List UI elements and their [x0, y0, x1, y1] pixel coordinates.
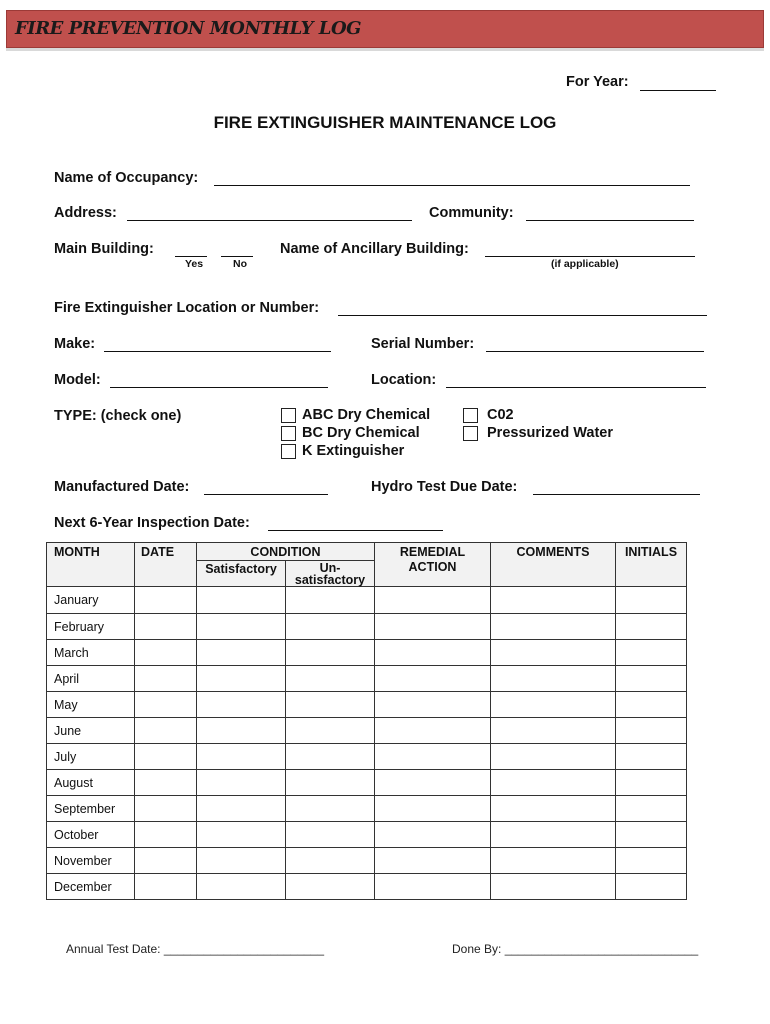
- remedial-action-cell[interactable]: [375, 848, 491, 874]
- table-row: [47, 848, 687, 874]
- month-cell: April: [47, 666, 135, 692]
- table-row: [47, 744, 687, 770]
- date-cell[interactable]: [135, 770, 197, 796]
- header-comments: COMMENTS: [491, 543, 616, 587]
- comments-cell[interactable]: [491, 640, 616, 666]
- form-title: FIRE EXTINGUISHER MAINTENANCE LOG: [213, 113, 557, 132]
- c02-checkbox[interactable]: [463, 408, 478, 423]
- monthly-log-table: [46, 542, 687, 900]
- remedial-action-cell[interactable]: [375, 587, 491, 614]
- manufactured-date-field[interactable]: [204, 479, 328, 495]
- unsatisfactory-cell[interactable]: [286, 744, 375, 770]
- month-cell: September: [47, 796, 135, 822]
- month-cell: June: [47, 718, 135, 744]
- header-month: MONTH: [47, 543, 135, 587]
- location-label: Location:: [371, 372, 437, 388]
- remedial-action-cell[interactable]: [375, 718, 491, 744]
- bc-dry-chemical-checkbox[interactable]: [281, 426, 296, 441]
- unsatisfactory-cell[interactable]: [286, 874, 375, 900]
- date-cell[interactable]: [135, 614, 197, 640]
- table-row: [47, 822, 687, 848]
- next-inspection-field[interactable]: [268, 515, 443, 531]
- month-cell: October: [47, 822, 135, 848]
- annual-test-date: Annual Test Date: ________________________: [66, 942, 325, 956]
- no-caption: No: [233, 258, 247, 270]
- serial-number-field[interactable]: [486, 336, 704, 352]
- initials-cell[interactable]: [616, 770, 687, 796]
- date-cell[interactable]: [135, 692, 197, 718]
- table-row: [47, 718, 687, 744]
- unsatisfactory-cell[interactable]: [286, 692, 375, 718]
- for-year-label: For Year:: [566, 74, 629, 90]
- satisfactory-cell[interactable]: [197, 744, 286, 770]
- date-cell[interactable]: [135, 587, 197, 614]
- satisfactory-cell[interactable]: [197, 796, 286, 822]
- comments-cell[interactable]: [491, 822, 616, 848]
- month-cell: December: [47, 874, 135, 900]
- header-remedial-action: REMEDIAL ACTION: [375, 543, 491, 587]
- satisfactory-cell[interactable]: [197, 718, 286, 744]
- header-condition: CONDITION: [197, 543, 375, 561]
- abc-dry-chemical-option: ABC Dry Chemical: [302, 407, 431, 423]
- remedial-action-cell[interactable]: [375, 744, 491, 770]
- hydro-test-due-label: Hydro Test Due Date:: [371, 479, 518, 495]
- location-field[interactable]: [446, 372, 706, 388]
- done-by: Done By: _____________________________: [452, 942, 699, 956]
- month-cell: February: [47, 614, 135, 640]
- satisfactory-cell[interactable]: [197, 874, 286, 900]
- remedial-action-cell[interactable]: [375, 822, 491, 848]
- make-field[interactable]: [104, 336, 331, 352]
- satisfactory-cell[interactable]: [197, 587, 286, 614]
- comments-cell[interactable]: [491, 692, 616, 718]
- k-extinguisher-option: K Extinguisher: [302, 443, 405, 459]
- bc-dry-chemical-option: BC Dry Chemical: [302, 425, 420, 441]
- pressurized-water-checkbox[interactable]: [463, 426, 478, 441]
- satisfactory-cell[interactable]: [197, 822, 286, 848]
- comments-cell[interactable]: [491, 796, 616, 822]
- remedial-action-cell[interactable]: [375, 640, 491, 666]
- occupancy-field[interactable]: [214, 170, 690, 186]
- month-cell: November: [47, 848, 135, 874]
- k-extinguisher-checkbox[interactable]: [281, 444, 296, 459]
- initials-cell[interactable]: [616, 874, 687, 900]
- initials-cell[interactable]: [616, 640, 687, 666]
- remedial-action-cell[interactable]: [375, 692, 491, 718]
- ancillary-building-field[interactable]: [485, 241, 695, 257]
- table-row: [47, 874, 687, 900]
- table-row: [47, 770, 687, 796]
- next-inspection-label: Next 6-Year Inspection Date:: [54, 515, 250, 531]
- comments-cell[interactable]: [491, 744, 616, 770]
- remedial-action-cell[interactable]: [375, 614, 491, 640]
- for-year-field[interactable]: [640, 75, 716, 91]
- satisfactory-cell[interactable]: [197, 692, 286, 718]
- model-field[interactable]: [110, 372, 328, 388]
- date-cell[interactable]: [135, 744, 197, 770]
- manufactured-date-label: Manufactured Date:: [54, 479, 190, 495]
- month-cell: January: [47, 587, 135, 614]
- date-cell[interactable]: [135, 718, 197, 744]
- header-unsatisfactory: Un- satisfactory: [286, 561, 375, 587]
- header-satisfactory: Satisfactory: [197, 561, 286, 587]
- remedial-action-cell[interactable]: [375, 796, 491, 822]
- header-initials: INITIALS: [616, 543, 687, 587]
- table-row: [47, 796, 687, 822]
- initials-cell[interactable]: [616, 744, 687, 770]
- initials-cell[interactable]: [616, 692, 687, 718]
- date-cell[interactable]: [135, 874, 197, 900]
- header-date: DATE: [135, 543, 197, 587]
- comments-cell[interactable]: [491, 874, 616, 900]
- satisfactory-cell[interactable]: [197, 848, 286, 874]
- comments-cell[interactable]: [491, 770, 616, 796]
- unsatisfactory-cell[interactable]: [286, 848, 375, 874]
- hydro-test-due-field[interactable]: [533, 479, 700, 495]
- main-building-no-field[interactable]: [221, 241, 253, 257]
- extinguisher-location-field[interactable]: [338, 300, 707, 316]
- occupancy-label: Name of Occupancy:: [54, 170, 199, 186]
- initials-cell[interactable]: [616, 848, 687, 874]
- month-cell: March: [47, 640, 135, 666]
- c02-option: C02: [487, 407, 514, 423]
- pressurized-water-option: Pressurized Water: [487, 425, 613, 441]
- address-label: Address:: [54, 205, 117, 221]
- date-cell[interactable]: [135, 848, 197, 874]
- comments-cell[interactable]: [491, 848, 616, 874]
- date-cell[interactable]: [135, 666, 197, 692]
- unsatisfactory-cell[interactable]: [286, 770, 375, 796]
- unsatisfactory-cell[interactable]: [286, 796, 375, 822]
- initials-cell[interactable]: [616, 822, 687, 848]
- yes-caption: Yes: [185, 258, 204, 270]
- unsatisfactory-cell[interactable]: [286, 666, 375, 692]
- comments-cell[interactable]: [491, 614, 616, 640]
- if-applicable-caption: (if applicable): [551, 258, 619, 270]
- comments-cell[interactable]: [491, 718, 616, 744]
- table-row: [47, 640, 687, 666]
- unsatisfactory-cell[interactable]: [286, 587, 375, 614]
- comments-cell[interactable]: [491, 587, 616, 614]
- month-cell: May: [47, 692, 135, 718]
- page-banner: [6, 10, 764, 48]
- main-building-label: Main Building:: [54, 241, 154, 257]
- date-cell[interactable]: [135, 796, 197, 822]
- serial-number-label: Serial Number:: [371, 336, 475, 352]
- ancillary-building-label: Name of Ancillary Building:: [280, 241, 469, 257]
- community-label: Community:: [429, 205, 514, 221]
- unsatisfactory-cell[interactable]: [286, 718, 375, 744]
- date-cell[interactable]: [135, 822, 197, 848]
- satisfactory-cell[interactable]: [197, 614, 286, 640]
- unsatisfactory-cell[interactable]: [286, 614, 375, 640]
- unsatisfactory-cell[interactable]: [286, 640, 375, 666]
- abc-dry-chemical-checkbox[interactable]: [281, 408, 296, 423]
- table-row: [47, 692, 687, 718]
- table-row: [47, 587, 687, 614]
- satisfactory-cell[interactable]: [197, 770, 286, 796]
- satisfactory-cell[interactable]: [197, 640, 286, 666]
- date-cell[interactable]: [135, 640, 197, 666]
- unsatisfactory-cell[interactable]: [286, 822, 375, 848]
- type-label: TYPE: (check one): [54, 408, 182, 424]
- table-row: [47, 666, 687, 692]
- community-field[interactable]: [526, 205, 694, 221]
- remedial-action-cell[interactable]: [375, 666, 491, 692]
- initials-cell[interactable]: [616, 718, 687, 744]
- table-row: [47, 614, 687, 640]
- remedial-action-cell[interactable]: [375, 770, 491, 796]
- extinguisher-location-label: Fire Extinguisher Location or Number:: [54, 300, 320, 316]
- banner-title: FIRE PREVENTION MONTHLY LOG: [15, 18, 361, 39]
- address-field[interactable]: [127, 205, 412, 221]
- satisfactory-cell[interactable]: [197, 666, 286, 692]
- month-cell: July: [47, 744, 135, 770]
- main-building-yes-field[interactable]: [175, 241, 207, 257]
- initials-cell[interactable]: [616, 587, 687, 614]
- month-cell: August: [47, 770, 135, 796]
- make-label: Make:: [54, 336, 96, 352]
- initials-cell[interactable]: [616, 796, 687, 822]
- comments-cell[interactable]: [491, 666, 616, 692]
- remedial-action-cell[interactable]: [375, 874, 491, 900]
- initials-cell[interactable]: [616, 666, 687, 692]
- initials-cell[interactable]: [616, 614, 687, 640]
- model-label: Model:: [54, 372, 101, 388]
